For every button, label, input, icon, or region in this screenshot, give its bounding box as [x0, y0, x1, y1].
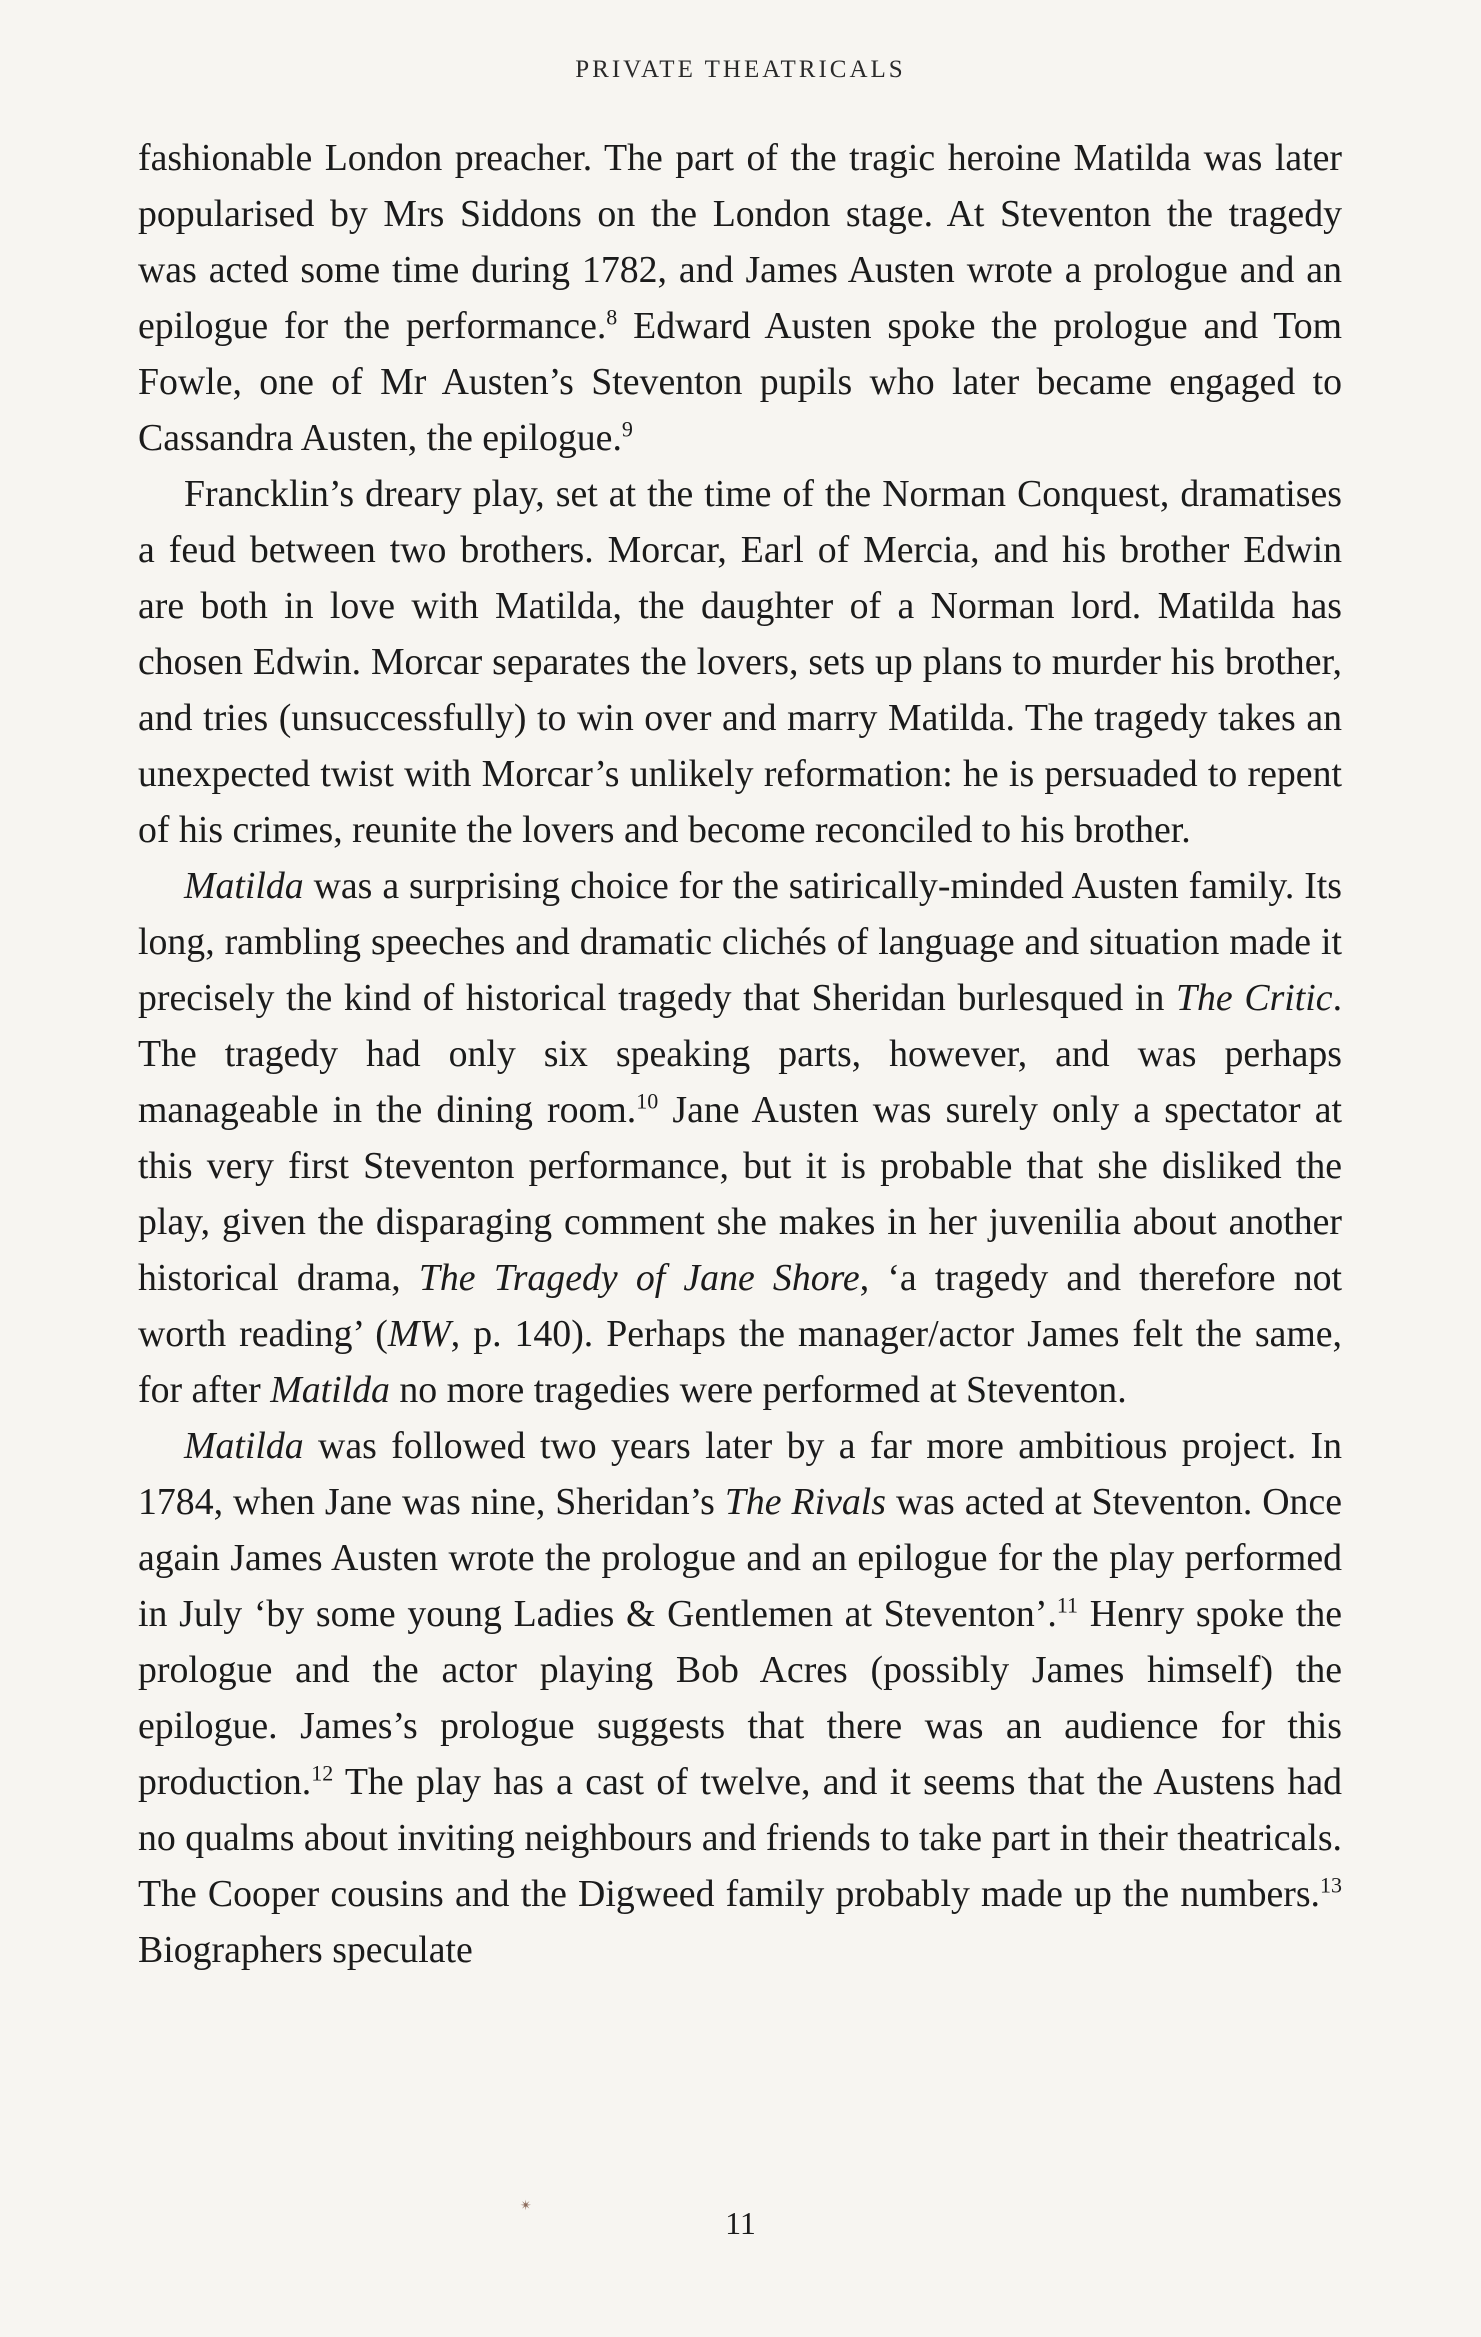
work-title: The Tragedy of Jane Shore: [418, 1257, 860, 1299]
footnote-marker: 9: [621, 416, 633, 442]
work-title: Matilda: [270, 1369, 390, 1411]
paragraph-text: Francklin’s dreary play, set at the time of the Norman Conquest, dramatises a feud between two brothers. Morcar, Earl of Mercia, and his brother Edwin are both in love with Matilda, the daughter of a Norman lord. Matilda has chosen Edwin. Morcar separates the lovers, sets up plans to murder his brother, and tries (unsuccessfully) to win over and marry Matilda. The tragedy takes an unexpected twist with Morcar’s unlikely reformation: he is persuaded to repent of his crimes, reunite the lovers and become reconciled to his brother.: [138, 473, 1342, 851]
paragraph-text: was a surprising choice for the satirically-minded Austen family. Its long, rambling speeches and dramatic clichés of language and situation made it precisely the kind of historical tragedy that Sheridan burlesqued in: [138, 865, 1342, 1019]
paragraph-text: fashionable London preacher. The part of the tragic heroine Matilda was later popularised by Mrs Siddons on the London stage. At Steventon the tragedy was acted some time during 1782, and James Austen wrote a prologue and an epilogue for the performance.: [138, 137, 1342, 347]
work-title: The Critic: [1176, 977, 1333, 1019]
paragraph-text: , ‘a tragedy and therefore not worth reading’ (: [138, 1257, 1342, 1355]
paragraph-text: Edward Austen spoke the prologue and Tom Fowle, one of Mr Austen’s Steventon pupils who later became engaged to Cassandra Austen, the epilogue.: [138, 305, 1342, 459]
body-text: [138, 130, 1342, 1978]
work-title: Matilda: [184, 865, 304, 907]
paragraph-text: no more tragedies were performed at Steventon.: [389, 1369, 1127, 1411]
ink-speck: ✴: [520, 2199, 532, 2214]
work-title: Matilda: [184, 1425, 304, 1467]
paragraph-text: Henry spoke the prologue and the actor playing Bob Acres (possibly James himself) the epilogue. James’s prologue suggests that there was an audience for this production.: [138, 1593, 1342, 1803]
paragraph-3: [138, 858, 1342, 1418]
work-title: The Rivals: [724, 1481, 886, 1523]
paragraph-text: . The tragedy had only six speaking parts, however, and was perhaps manageable in the dining room.: [138, 977, 1343, 1131]
footnote-marker: 13: [1320, 1872, 1342, 1898]
paragraph-1: [138, 130, 1342, 466]
paragraph-text: Jane Austen was surely only a spectator at this very first Steventon performance, but it is probable that she disliked the play, given the disparaging comment she makes in her juvenilia about another historical drama,: [138, 1089, 1342, 1299]
paragraph-2: [138, 466, 1342, 858]
paragraph-text: , p. 140). Perhaps the manager/actor James felt the same, for after: [138, 1313, 1342, 1411]
paragraph-4: [138, 1418, 1342, 1978]
running-head: PRIVATE THEATRICALS: [575, 56, 906, 83]
footnote-marker: 11: [1056, 1592, 1079, 1618]
paragraph-text: Biographers speculate: [138, 1929, 473, 1971]
work-title: MW: [387, 1313, 451, 1355]
footnote-marker: 10: [636, 1088, 659, 1114]
paragraph-text: was followed two years later by a far more ambitious project. In 1784, when Jane was nine, Sheridan’s: [138, 1425, 1342, 1523]
footnote-marker: 8: [606, 304, 618, 330]
paragraph-text: was acted at Steventon. Once again James Austen wrote the prologue and an epilogue for the play performed in July ‘by some young Ladies & Gentlemen at Steventon’.: [138, 1481, 1343, 1635]
page-number: 11: [725, 2205, 756, 2241]
footnote-marker: 12: [311, 1760, 334, 1786]
paragraph-text: The play has a cast of twelve, and it seems that the Austens had no qualms about inviting neighbours and friends to take part in their theatricals. The Cooper cousins and the Digweed family probably made up the numbers.: [138, 1761, 1342, 1915]
